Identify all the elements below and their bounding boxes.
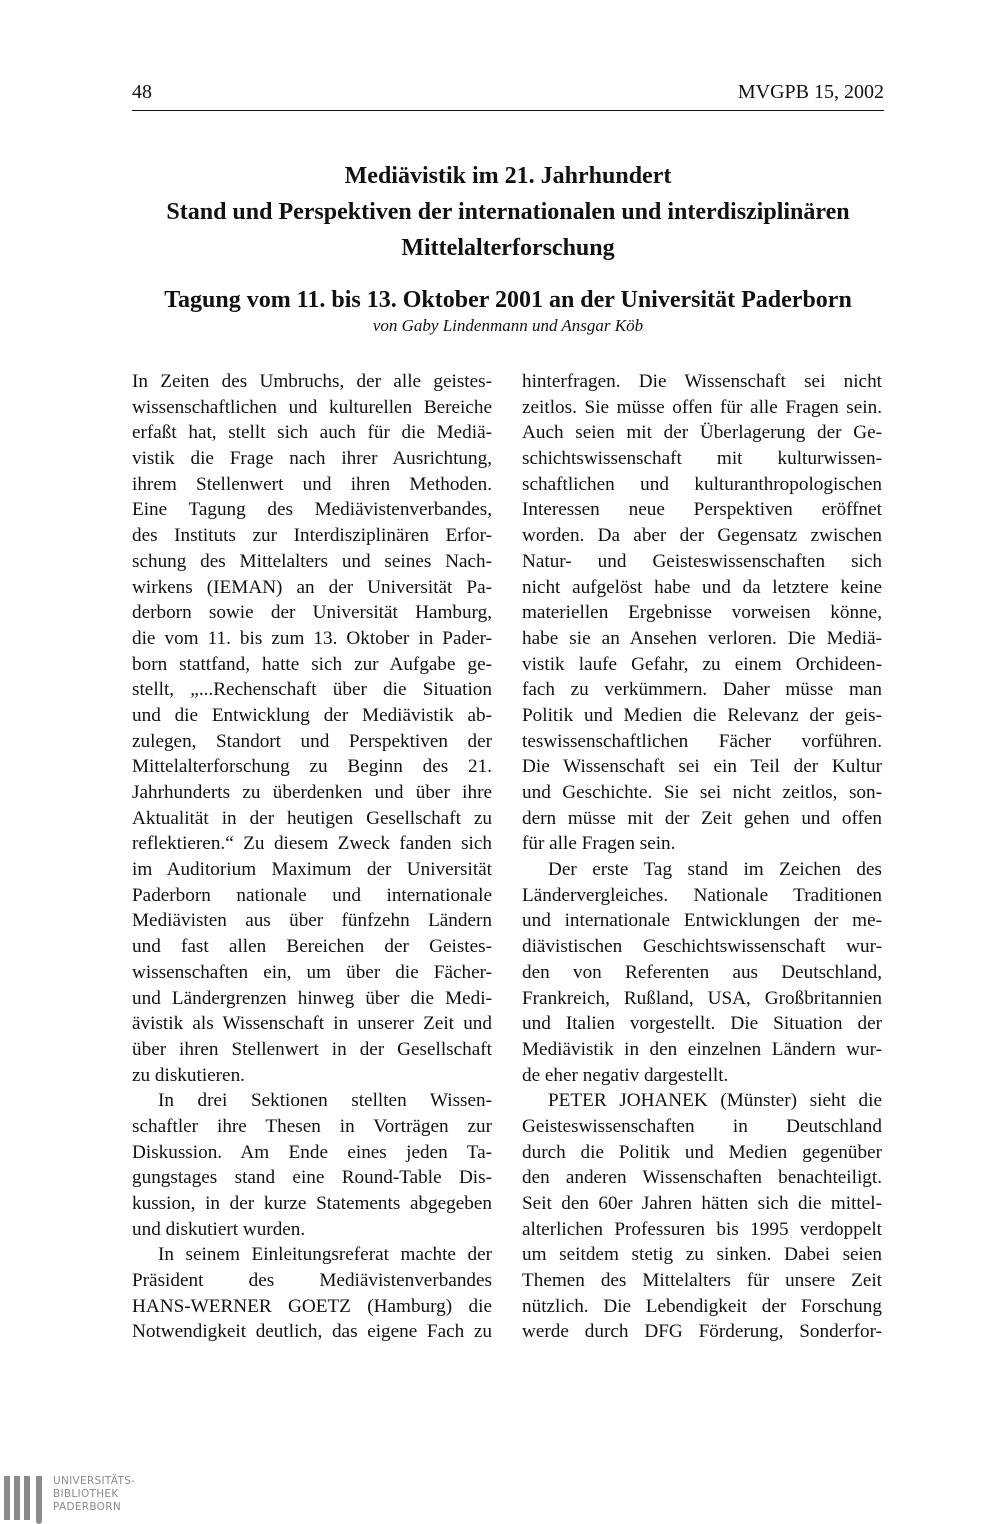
- library-stamp: [0, 1474, 160, 1524]
- authors-byline: von Gaby Lindenmann und Ansgar Köb: [372, 316, 644, 335]
- article-title: [100, 158, 916, 318]
- text-line: Seit den 60er Jahren hätten sich die mittel-: [522, 1193, 882, 1214]
- text-line: reflektieren.“ Zu diesem Zweck fanden sich: [132, 833, 492, 855]
- text-line: im Auditorium Maximum der Universität: [132, 859, 492, 881]
- text-line: den von Referenten aus Deutschland,: [522, 961, 882, 983]
- text-line: derborn sowie der Universität Hamburg,: [132, 602, 492, 624]
- text-line: wirkens (IEMAN) an der Universität Pa-: [132, 576, 492, 598]
- text-line: fach zu verkümmern. Daher müsse man: [522, 679, 882, 701]
- conference-subtitle: Tagung vom 11. bis 13. Oktober 2001 an der Universität Paderborn: [164, 287, 852, 313]
- text-line: und die Entwicklung der Mediävistik ab-: [132, 704, 492, 726]
- text-line: born stattfand, hatte sich zur Aufgabe ge-: [132, 653, 492, 675]
- text-line: Der erste Tag stand im Zeichen des: [548, 859, 882, 881]
- text-line: wissenschaften ein, um über die Fächer-: [132, 961, 492, 983]
- text-line: In drei Sektionen stellten Wissen-: [158, 1090, 492, 1112]
- text-line: stellt, „...Rechenschaft über die Situation: [132, 679, 492, 701]
- text-line: In Zeiten des Umbruchs, der alle geistes-: [132, 371, 492, 392]
- text-line: nützlich. Die Lebendigkeit der Forschung: [522, 1295, 882, 1317]
- text-line: Notwendigkeit deutlich, das eigene Fach zu: [132, 1321, 492, 1343]
- stamp-line-2: BIBLIOTHEK: [53, 1488, 119, 1500]
- text-line: Frankreich, Rußland, USA, Großbritannien: [522, 987, 882, 1009]
- text-line: nicht aufgelöst habe und da letztere keine: [522, 576, 882, 598]
- text-line: vistik die Frage nach ihrer Ausrichtung,: [132, 448, 492, 470]
- text-line: Die Wissenschaft sei ein Teil der Kultur: [522, 756, 882, 778]
- text-line: de eher negativ dargestellt.: [522, 1064, 729, 1086]
- text-line: Ländervergleiches. Nationale Traditionen: [522, 884, 882, 906]
- text-line: Auch seien mit der Überlagerung der Ge-: [522, 422, 882, 444]
- text-line: und fast allen Bereichen der Geistes-: [132, 936, 492, 958]
- title-line-3: Mittelalterforschung: [401, 235, 615, 261]
- text-line: gungstages stand eine Round-Table Dis-: [132, 1167, 492, 1189]
- library-name: [53, 1475, 135, 1514]
- text-line: zulegen, Standort und Perspektiven der: [132, 730, 492, 752]
- text-line: Themen des Mittelalters für unsere Zeit: [522, 1270, 882, 1292]
- text-line: Mediävistik in den einzelnen Ländern wur-: [522, 1038, 882, 1060]
- text-line: und Ländergrenzen hinweg über die Medi-: [132, 987, 492, 1009]
- text-line: schaftler ihre Thesen in Vorträgen zur: [132, 1115, 492, 1137]
- text-line: Aktualität in der heutigen Gesellschaft zu: [132, 807, 492, 829]
- running-head: [132, 80, 884, 104]
- text-line: die vom 11. bis zum 13. Oktober in Pader-: [132, 627, 492, 649]
- text-line: durch die Politik und Medien gegenüber: [522, 1141, 882, 1163]
- text-line: habe sie an Ansehen verloren. Die Mediä-: [522, 627, 882, 649]
- text-line: Mittelalterforschung zu Beginn des 21.: [132, 756, 492, 778]
- text-line: Politik und Medien die Relevanz der geis-: [522, 704, 882, 726]
- right-column: [522, 369, 882, 1345]
- text-line: erfaßt hat, stellt sich auch für die Mediä-: [132, 422, 492, 444]
- text-line: schung des Mittelalters und seines Nach-: [132, 550, 492, 572]
- text-line: schichtswissenschaft mit kulturwissen-: [522, 448, 882, 470]
- journal-citation: MVGPB 15, 2002: [737, 81, 884, 103]
- text-line: und internationale Entwicklungen der me-: [522, 910, 882, 932]
- header-rule: [132, 110, 884, 111]
- text-line: des Instituts zur Interdisziplinären Erfor-: [132, 525, 492, 547]
- text-line: und diskutiert wurden.: [132, 1218, 306, 1240]
- text-line: Interessen neue Perspektiven eröffnet: [522, 499, 882, 521]
- text-line: Natur- und Geisteswissenschaften sich: [522, 550, 882, 572]
- text-line: werde durch DFG Förderung, Sonderfor-: [522, 1321, 882, 1343]
- stamp-line-3: PADERBORN: [53, 1501, 121, 1513]
- text-line: vistik laufe Gefahr, zu einem Orchideen-: [522, 653, 882, 675]
- text-line: über ihren Stellenwert in der Gesellschaft: [132, 1038, 492, 1060]
- text-line: PETER JOHANEK (Münster) sieht die: [548, 1090, 882, 1112]
- text-line: ävistik als Wissenschaft in unserer Zeit und: [132, 1013, 492, 1035]
- page-number: 48: [132, 81, 152, 103]
- text-line: ihrem Stellenwert und ihren Methoden.: [132, 473, 492, 495]
- text-line: Geisteswissenschaften in Deutschland: [522, 1115, 882, 1137]
- text-line: In seinem Einleitungsreferat machte der: [158, 1244, 492, 1266]
- text-line: für alle Fragen sein.: [522, 833, 676, 855]
- text-line: kussion, in der kurze Statements abgegeben: [132, 1193, 492, 1214]
- text-line: Paderborn nationale und internationale: [132, 884, 492, 906]
- text-line: um seitdem stetig zu sinken. Dabei seien: [522, 1244, 882, 1266]
- text-line: worden. Da aber der Gegensatz zwischen: [522, 525, 882, 547]
- text-line: diävistischen Geschichtswissenschaft wur-: [522, 936, 882, 958]
- text-line: teswissenschaftlichen Fächer vorführen.: [522, 730, 882, 752]
- text-line: Präsident des Mediävistenverbandes: [132, 1270, 492, 1292]
- text-line: den anderen Wissenschaften benachteiligt.: [522, 1167, 882, 1189]
- text-line: Mediävisten aus über fünfzehn Ländern: [132, 910, 492, 932]
- text-line: zu diskutieren.: [132, 1064, 245, 1086]
- text-line: und Italien vorgestellt. Die Situation der: [522, 1013, 882, 1035]
- title-line-1: Mediävistik im 21. Jahrhundert: [344, 163, 672, 189]
- stamp-line-1: UNIVERSITÄTS-: [53, 1475, 136, 1487]
- text-line: materiellen Ergebnisse vorweisen könne,: [522, 602, 882, 624]
- text-line: Eine Tagung des Mediävistenverbandes,: [132, 499, 492, 521]
- text-line: Diskussion. Am Ende eines jeden Ta-: [132, 1141, 492, 1163]
- text-line: dern müsse mit der Zeit gehen und offen: [522, 807, 882, 829]
- text-line: schaftlichen und kulturanthropologischen: [522, 473, 882, 495]
- title-line-2: Stand und Perspektiven der internationalen und interdisziplinären: [166, 199, 850, 225]
- text-line: wissenschaftlichen und kulturellen Bereiche: [132, 396, 492, 418]
- text-line: Jahrhunderts zu überdenken und über ihre: [132, 782, 492, 803]
- text-line: hinterfragen. Die Wissenschaft sei nicht: [522, 371, 882, 392]
- left-column: [132, 369, 492, 1345]
- text-line: und Geschichte. Sie sei nicht zeitlos, son-: [522, 782, 882, 803]
- stamp-dot: [36, 1518, 42, 1524]
- text-line: HANS-WERNER GOETZ (Hamburg) die: [132, 1295, 492, 1317]
- text-line: alterlichen Professuren bis 1995 verdoppelt: [522, 1218, 882, 1240]
- text-line: zeitlos. Sie müsse offen für alle Fragen sein.: [522, 396, 882, 418]
